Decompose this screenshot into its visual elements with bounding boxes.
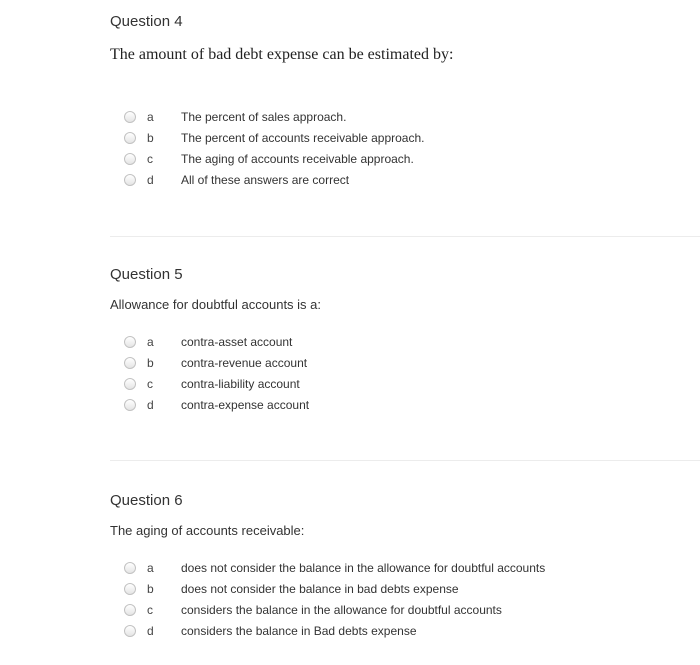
option-letter: d — [147, 398, 154, 412]
option-d[interactable] — [110, 171, 670, 192]
option-text: contra-expense account — [181, 398, 310, 412]
option-letter: a — [147, 110, 154, 124]
radio-button[interactable] — [124, 336, 136, 348]
option-d[interactable] — [110, 622, 670, 643]
option-letter: d — [147, 624, 154, 638]
option-letter: b — [147, 131, 154, 145]
option-text: The percent of sales approach. — [181, 110, 347, 124]
option-b[interactable] — [110, 354, 670, 375]
radio-button[interactable] — [124, 153, 136, 165]
divider — [110, 460, 700, 461]
option-text: contra-asset account — [181, 335, 293, 349]
option-text: considers the balance in the allowance for doubtful accounts — [181, 603, 502, 617]
option-a[interactable] — [110, 333, 670, 354]
option-letter: d — [147, 173, 154, 187]
option-c[interactable] — [110, 150, 670, 171]
option-text: contra-revenue account — [181, 356, 308, 370]
radio-button[interactable] — [124, 132, 136, 144]
radio-button[interactable] — [124, 604, 136, 616]
question-title: Question 5 — [110, 266, 183, 283]
option-letter: b — [147, 582, 154, 596]
radio-button[interactable] — [124, 357, 136, 369]
option-letter: a — [147, 561, 154, 575]
radio-button[interactable] — [124, 399, 136, 411]
radio-button[interactable] — [124, 378, 136, 390]
option-letter: c — [147, 603, 153, 617]
option-letter: a — [147, 335, 154, 349]
option-text: contra-liability account — [181, 377, 300, 391]
option-letter: c — [147, 152, 153, 166]
option-b[interactable] — [110, 129, 670, 150]
divider — [110, 236, 700, 237]
option-text: The percent of accounts receivable approach. — [181, 131, 425, 145]
option-letter: b — [147, 356, 154, 370]
question-text: The amount of bad debt expense can be estimated by: — [110, 46, 454, 63]
question-title: Question 6 — [110, 492, 183, 509]
option-text: does not consider the balance in the allowance for doubtful accounts — [181, 561, 546, 575]
radio-button[interactable] — [124, 562, 136, 574]
radio-button[interactable] — [124, 583, 136, 595]
option-c[interactable] — [110, 375, 670, 396]
option-a[interactable] — [110, 559, 670, 580]
radio-button[interactable] — [124, 174, 136, 186]
radio-button[interactable] — [124, 625, 136, 637]
option-text: The aging of accounts receivable approach. — [181, 152, 414, 166]
option-b[interactable] — [110, 580, 670, 601]
question-text: Allowance for doubtful accounts is a: — [110, 297, 322, 312]
question-title: Question 4 — [110, 13, 183, 30]
option-text: does not consider the balance in bad debts expense — [181, 582, 459, 596]
option-letter: c — [147, 377, 153, 391]
option-d[interactable] — [110, 396, 670, 417]
option-text: considers the balance in Bad debts expense — [181, 624, 417, 638]
option-c[interactable] — [110, 601, 670, 622]
option-a[interactable] — [110, 108, 670, 129]
question-text: The aging of accounts receivable: — [110, 523, 305, 538]
option-text: All of these answers are correct — [181, 173, 350, 187]
radio-button[interactable] — [124, 111, 136, 123]
